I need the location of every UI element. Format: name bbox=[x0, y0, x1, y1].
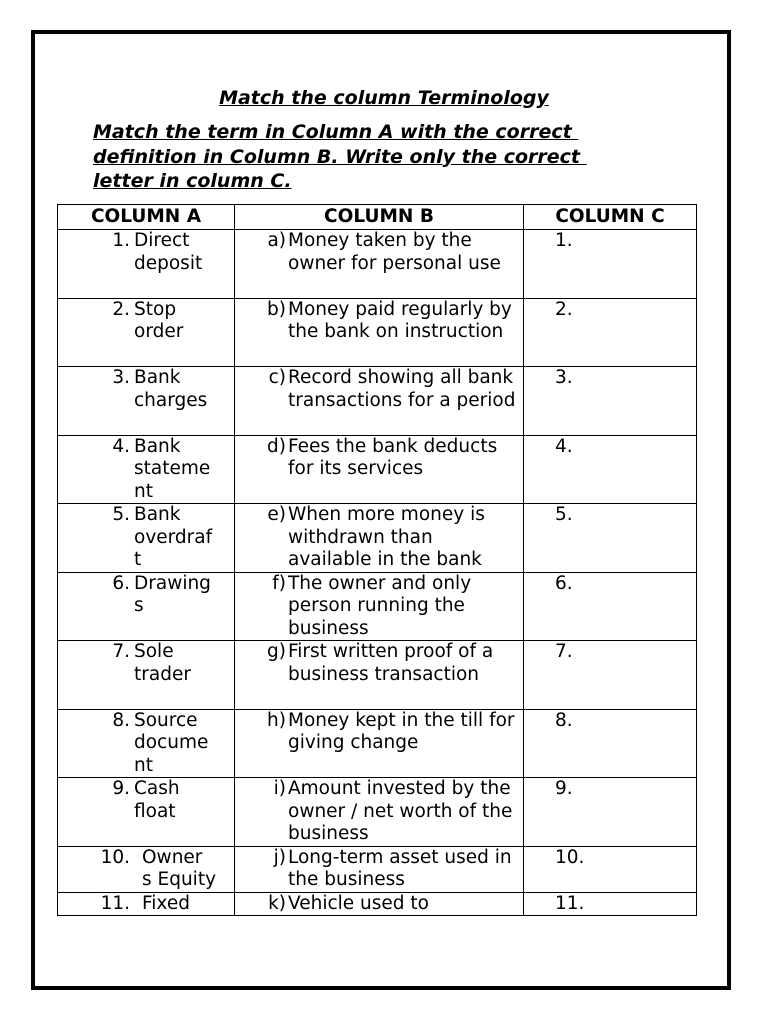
term-number: 2. bbox=[112, 298, 130, 320]
definition-letter: a) bbox=[267, 230, 286, 251]
term-text: Bank overdraf t bbox=[134, 504, 213, 570]
definition-text: Money kept in the till for giving change bbox=[288, 709, 515, 753]
term-text: Bank charges bbox=[134, 367, 208, 411]
term-text: Stop order bbox=[134, 298, 184, 342]
table-row bbox=[58, 298, 697, 367]
column-b-cell bbox=[235, 892, 524, 916]
answer-label: 10. bbox=[555, 846, 585, 868]
term-number: 10. bbox=[100, 846, 130, 868]
answer-label: 8. bbox=[555, 709, 573, 731]
column-b-cell bbox=[235, 367, 524, 436]
column-a-cell bbox=[58, 504, 235, 573]
column-a-cell bbox=[58, 709, 235, 778]
term-text: Fixed bbox=[142, 892, 190, 914]
definition-text: When more money is withdrawn than available in the bank bbox=[288, 504, 485, 570]
answer-label: 3. bbox=[555, 367, 573, 388]
column-a-cell bbox=[58, 367, 235, 436]
term-text: Bank stateme nt bbox=[134, 435, 211, 502]
term-number: 3. bbox=[112, 367, 130, 388]
term-text: Drawing s bbox=[134, 572, 211, 616]
term-number: 9. bbox=[112, 778, 130, 799]
table-row bbox=[58, 709, 697, 778]
table-row bbox=[58, 572, 697, 641]
table-row bbox=[58, 435, 697, 504]
answer-label: 9. bbox=[555, 778, 573, 799]
column-b-cell bbox=[235, 709, 524, 778]
definition-letter: i) bbox=[273, 778, 286, 799]
column-a-cell bbox=[58, 435, 235, 504]
answer-label: 7. bbox=[555, 641, 573, 662]
column-a-cell bbox=[58, 892, 235, 916]
column-c-cell[interactable] bbox=[524, 892, 697, 916]
column-c-cell[interactable] bbox=[524, 641, 697, 710]
column-c-cell[interactable] bbox=[524, 572, 697, 641]
answer-label: 11. bbox=[555, 892, 585, 914]
definition-letter: d) bbox=[267, 435, 286, 457]
term-number: 7. bbox=[112, 641, 130, 662]
column-c-cell[interactable] bbox=[524, 504, 697, 573]
term-number: 11. bbox=[100, 892, 130, 914]
column-a-cell bbox=[58, 298, 235, 367]
term-text: Cash float bbox=[134, 778, 180, 822]
column-b-cell bbox=[235, 572, 524, 641]
definition-text: Money taken by the owner for personal use bbox=[288, 230, 501, 274]
term-text: Sole trader bbox=[134, 641, 191, 685]
definition-text: Fees the bank deducts for its services bbox=[288, 435, 498, 479]
table-row bbox=[58, 892, 697, 916]
column-c-cell[interactable] bbox=[524, 298, 697, 367]
column-a-header: COLUMN A bbox=[58, 205, 235, 230]
term-number: 6. bbox=[112, 572, 130, 594]
column-b-cell bbox=[235, 298, 524, 367]
instructions bbox=[93, 120, 653, 194]
answer-label: 6. bbox=[555, 572, 573, 594]
column-c-cell[interactable] bbox=[524, 846, 697, 892]
definition-letter: f) bbox=[272, 572, 286, 594]
answer-label: 1. bbox=[555, 230, 573, 251]
column-a-cell bbox=[58, 230, 235, 299]
table-row bbox=[58, 641, 697, 710]
definition-letter: e) bbox=[267, 504, 286, 525]
column-b-cell bbox=[235, 230, 524, 299]
table-row bbox=[58, 367, 697, 436]
column-c-cell[interactable] bbox=[524, 709, 697, 778]
definition-letter: b) bbox=[267, 298, 286, 320]
matching-table bbox=[57, 204, 697, 916]
column-b-cell bbox=[235, 641, 524, 710]
definition-text: First written proof of a business transaction bbox=[288, 641, 494, 685]
column-b-cell bbox=[235, 778, 524, 847]
term-number: 1. bbox=[112, 230, 130, 251]
definition-text: Record showing all bank transactions for a period bbox=[288, 367, 516, 411]
definition-letter: h) bbox=[267, 709, 286, 731]
column-a-cell bbox=[58, 572, 235, 641]
column-c-cell[interactable] bbox=[524, 230, 697, 299]
definition-text: Long-term asset used in the business bbox=[288, 846, 512, 890]
table-row bbox=[58, 778, 697, 847]
instructions-line: letter in column C. bbox=[93, 170, 292, 192]
worksheet-title: Match the column Terminology bbox=[219, 87, 549, 109]
definition-letter: k) bbox=[268, 892, 286, 914]
instructions-line: definition in Column B. Write only the correct bbox=[93, 145, 587, 168]
column-a-cell bbox=[58, 846, 235, 892]
definition-letter: c) bbox=[268, 367, 286, 388]
definition-text: Vehicle used to bbox=[288, 892, 429, 914]
term-text: Owner s Equity bbox=[142, 846, 217, 890]
term-text: Direct deposit bbox=[134, 230, 203, 274]
term-number: 5. bbox=[112, 504, 130, 525]
definition-letter: j) bbox=[273, 846, 286, 868]
definition-letter: g) bbox=[267, 641, 286, 662]
answer-label: 5. bbox=[555, 504, 573, 525]
answer-label: 4. bbox=[555, 435, 573, 457]
column-c-cell[interactable] bbox=[524, 435, 697, 504]
definition-text: Money paid regularly by the bank on instruction bbox=[288, 298, 512, 342]
term-number: 8. bbox=[112, 709, 130, 731]
column-b-cell bbox=[235, 504, 524, 573]
table-header-row bbox=[58, 205, 697, 230]
table-row bbox=[58, 846, 697, 892]
column-c-cell[interactable] bbox=[524, 778, 697, 847]
column-b-header: COLUMN B bbox=[235, 205, 524, 230]
column-b-cell bbox=[235, 846, 524, 892]
table-row bbox=[58, 504, 697, 573]
column-a-cell bbox=[58, 641, 235, 710]
column-c-header: COLUMN C bbox=[524, 205, 697, 230]
definition-text: The owner and only person running the business bbox=[288, 572, 472, 639]
column-b-cell bbox=[235, 435, 524, 504]
column-c-cell[interactable] bbox=[524, 367, 697, 436]
term-number: 4. bbox=[112, 435, 130, 457]
table-row bbox=[58, 230, 697, 299]
term-text: Source docume nt bbox=[134, 709, 209, 776]
answer-label: 2. bbox=[555, 298, 573, 320]
instructions-line: Match the term in Column A with the correct bbox=[93, 121, 579, 143]
column-a-cell bbox=[58, 778, 235, 847]
definition-text: Amount invested by the owner / net worth of the business bbox=[288, 778, 513, 844]
